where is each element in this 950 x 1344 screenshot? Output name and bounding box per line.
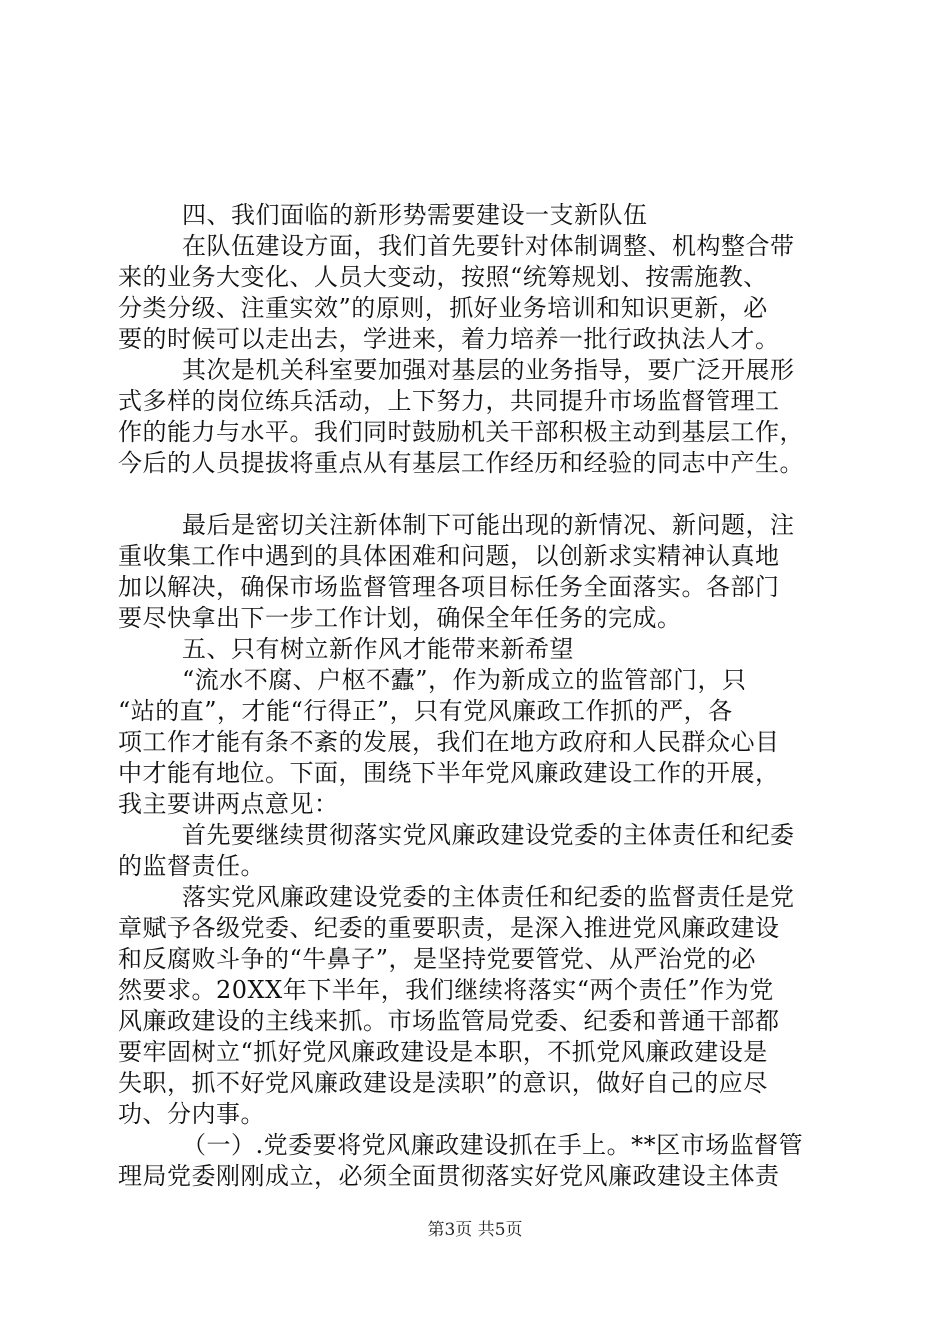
paragraph-line: 来的业务大变化、人员大变动，按照“统筹规划、按需施教、 — [118, 263, 768, 291]
section-heading: 四、我们面临的新形势需要建设一支新队伍 — [182, 201, 648, 229]
section-heading: 五、只有树立新作风才能带来新希望 — [182, 635, 574, 663]
paragraph-line: 最后是密切关注新体制下可能出现的新情况、新问题，注 — [182, 511, 795, 539]
paragraph-line: 分类分级、注重实效”的原则，抓好业务培训和知识更新，必 — [118, 294, 768, 322]
paragraph-line: 重收集工作中遇到的具体困难和问题，以创新求实精神认真地 — [118, 542, 780, 570]
paragraph-line: 式多样的岗位练兵活动，上下努力，共同提升市场监督管理工 — [118, 387, 780, 415]
paragraph-line: 要牢固树立“抓好党风廉政建设是本职，不抓党风廉政建设是 — [118, 1038, 768, 1066]
paragraph-line: 和反腐败斗争的“牛鼻子”，是坚持党要管党、从严治党的必 — [118, 945, 757, 973]
paragraph-line: 失职，抓不好党风廉政建设是渎职”的意识，做好自己的应尽 — [118, 1069, 768, 1097]
paragraph-line: 加以解决，确保市场监督管理各项目标任务全面落实。各部门 — [118, 573, 780, 601]
paragraph-line: 今后的人员提拔将重点从有基层工作经历和经验的同志中产生。 — [118, 449, 804, 477]
paragraph-line: 然要求。20XX年下半年，我们继续将落实“两个责任”作为党 — [118, 976, 774, 1004]
paragraph-line: 首先要继续贯彻落实党风廉政建设党委的主体责任和纪委 — [182, 821, 795, 849]
paragraph-line: 项工作才能有条不紊的发展，我们在地方政府和人民群众心目 — [118, 728, 780, 756]
paragraph-line: 功、分内事。 — [118, 1100, 265, 1128]
paragraph-line: 的监督责任。 — [118, 852, 265, 880]
paragraph-line: 要尽快拿出下一步工作计划，确保全年任务的完成。 — [118, 604, 682, 632]
paragraph-line: “流水不腐、户枢不蠹”，作为新成立的监管部门，只 — [182, 666, 747, 694]
paragraph-line: 风廉政建设的主线来抓。市场监管局党委、纪委和普通干部都 — [118, 1007, 780, 1035]
paragraph-line: 落实党风廉政建设党委的主体责任和纪委的监督责任是党 — [182, 883, 795, 911]
paragraph-line: 理局党委刚刚成立，必须全面贯彻落实好党风廉政建设主体责 — [118, 1162, 780, 1190]
paragraph-line: “站的直”，才能“行得正”，只有党风廉政工作抓的严，各 — [118, 697, 733, 725]
paragraph-line: 其次是机关科室要加强对基层的业务指导，要广泛开展形 — [182, 356, 795, 384]
paragraph-gap — [118, 479, 838, 510]
paragraph-line: 作的能力与水平。我们同时鼓励机关干部积极主动到基层工作， — [118, 418, 804, 446]
paragraph-line: 要的时候可以走出去，学进来，着力培养一批行政执法人才。 — [118, 325, 780, 353]
paragraph-line: 中才能有地位。下面，围绕下半年党风廉政建设工作的开展， — [118, 759, 780, 787]
paragraph-line: 章赋予各级党委、纪委的重要职责，是深入推进党风廉政建设 — [118, 914, 780, 942]
paragraph-line: （一）.党委要将党风廉政建设抓在手上。**区市场监督管 — [182, 1131, 804, 1159]
paragraph-line: 我主要讲两点意见： — [118, 790, 339, 818]
page-number-footer: 第3页 共5页 — [427, 1220, 523, 1240]
paragraph-line: 在队伍建设方面，我们首先要针对体制调整、机构整合带 — [182, 232, 795, 260]
document-body — [118, 200, 838, 1192]
